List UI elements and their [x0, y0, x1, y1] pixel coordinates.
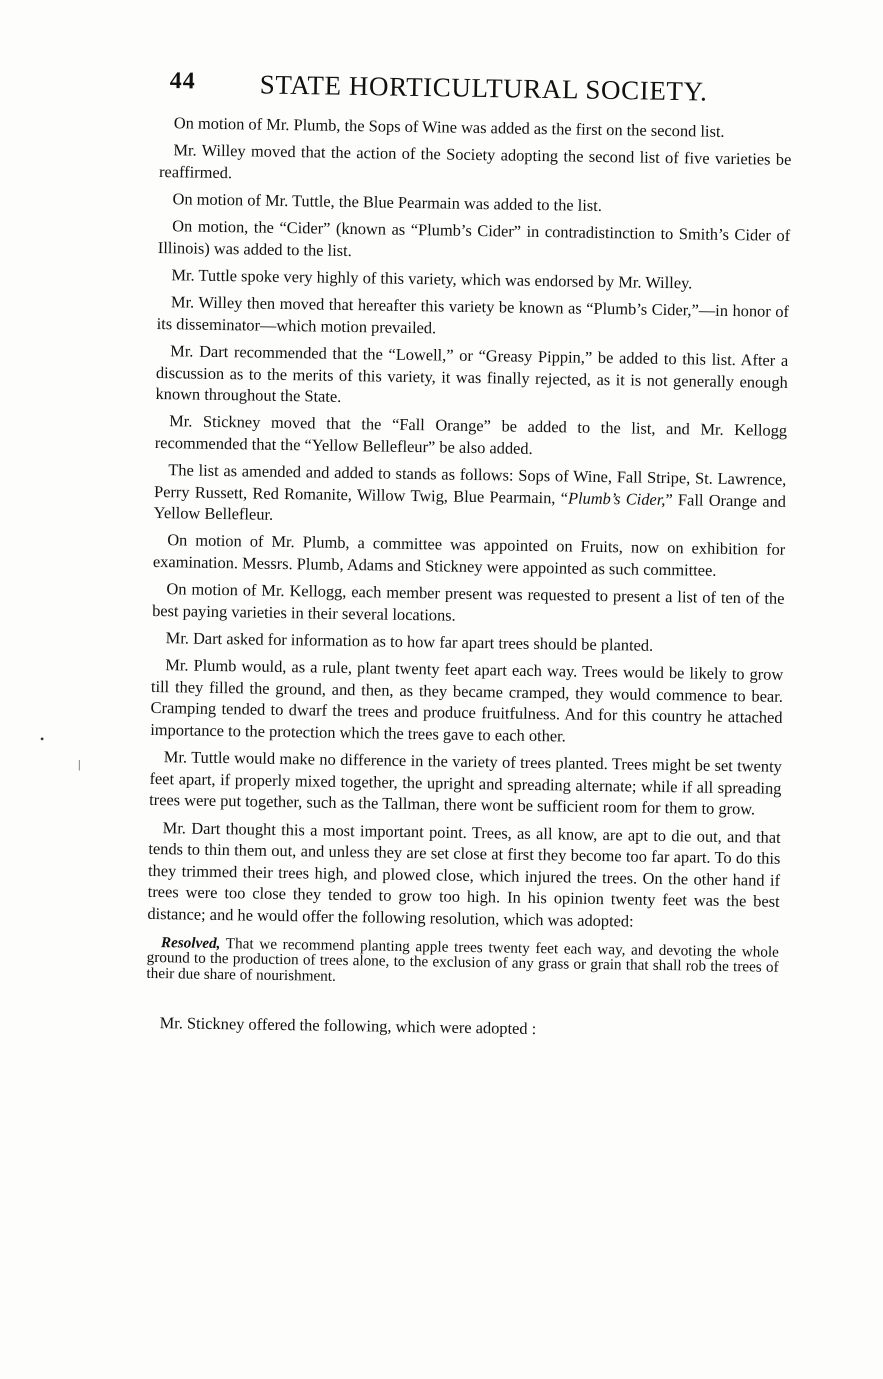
paragraph	[154, 459, 787, 534]
running-title: STATE HORTICULTURAL SOCIETY.	[259, 69, 708, 107]
paragraph: Mr. Tuttle would make no difference in the variety of trees planted. Trees might be set twenty feet apart, if properly mixed together, the upright and spreading alternate; while if all spreading trees were put together, such as the Tallman, there wont be sufficient room for them to grow.	[149, 747, 782, 819]
body-text	[145, 112, 791, 1049]
paragraph: On motion of Mr. Plumb, a committee was appointed on Fruits, now on exhibition for examination. Messrs. Plumb, Adams and Stickney were appointed as such committee.	[152, 530, 786, 580]
page-number: 44	[169, 68, 196, 95]
paragraph: Mr. Dart asked for information as to how far apart trees should be planted.	[165, 628, 654, 655]
paragraph: On motion, the “Cider” (known as “Plumb’s Cider” in contradistinction to Smith’s Cider of Illinois) was added to the list.	[157, 216, 791, 260]
paragraph: Mr. Dart thought this a most important point. Trees, as all know, are apt to die out, and that tends to thin them out, and unless they are set close at first they become too far apart. To do this they trimmed their trees high, and plowed close, which injured the trees. On the other hand if trees were too close they tended to grow too high. In his opinion twenty feet was the best distance; and he would offer the following resolution, which was adopted:	[147, 817, 781, 931]
resolution-text: That we recommend planting apple trees twenty feet each way, and devoting the whole ground to the production of trees alone, to the exclusion of any grass or grain that shall rob the trees of their due share of nourishment.	[146, 934, 780, 985]
paragraph: Mr. Willey moved that the action of the Society adopting the second list of five varieties be reaffirmed.	[158, 140, 792, 182]
closing-paragraph: Mr. Stickney offered the following, which were adopted :	[159, 1012, 537, 1038]
paragraph: Mr. Plumb would, as a rule, plant twenty feet apart each way. Trees would be likely to grow till they filled the ground, and then, as they became cramped, they would commence to bear. Cramping tended to dwarf the trees and produce fruitfulness. And for this country he attached importance to the protection which the trees gave to each other.	[150, 655, 784, 746]
resolution-paragraph	[146, 934, 779, 991]
paragraph: Mr. Dart recommended that the “Lowell,” or “Greasy Pippin,” be added to this list. After a discussion as to the merits of this variety, it was finally rejected, as it is not generally enough known throughout the State.	[155, 341, 789, 406]
paragraph: Mr. Stickney moved that the “Fall Orange” be added to the list, and Mr. Kellogg recommended that the “Yellow Bellefleur” be also added.	[154, 411, 788, 458]
page-header	[169, 68, 730, 117]
paragraph: On motion of Mr. Kellogg, each member present was requested to present a list of ten of the best paying varieties in their several locations.	[152, 579, 785, 625]
paragraph: Mr. Tuttle spoke very highly of this variety, which was endorsed by Mr. Willey.	[171, 265, 693, 293]
margin-tick: |	[78, 757, 81, 771]
resolution-lead: Resolved,	[160, 933, 221, 952]
paragraph-text: ” Fall Orange and Yellow Bellefleur.	[153, 489, 787, 525]
margin-dot: •	[40, 732, 45, 746]
paragraph: On motion of Mr. Tuttle, the Blue Pearmain was added to the list.	[172, 189, 603, 215]
paragraph: Mr. Willey then moved that hereafter this variety be known as “Plumb’s Cider,”—in honor of its disseminator—which motion prevailed.	[156, 292, 790, 338]
paragraph: On motion of Mr. Plumb, the Sops of Wine was added as the first on the second list.	[173, 113, 725, 141]
paragraph-text: The list as amended and added to stands as follows: Sops of Wine, Fall Stripe, St. Lawrence, Perry Russett, Red Romanite, Willow Twig, Blue Pearmain, “	[153, 460, 787, 508]
emphasized-variety: Plumb’s Cider,	[567, 488, 666, 509]
